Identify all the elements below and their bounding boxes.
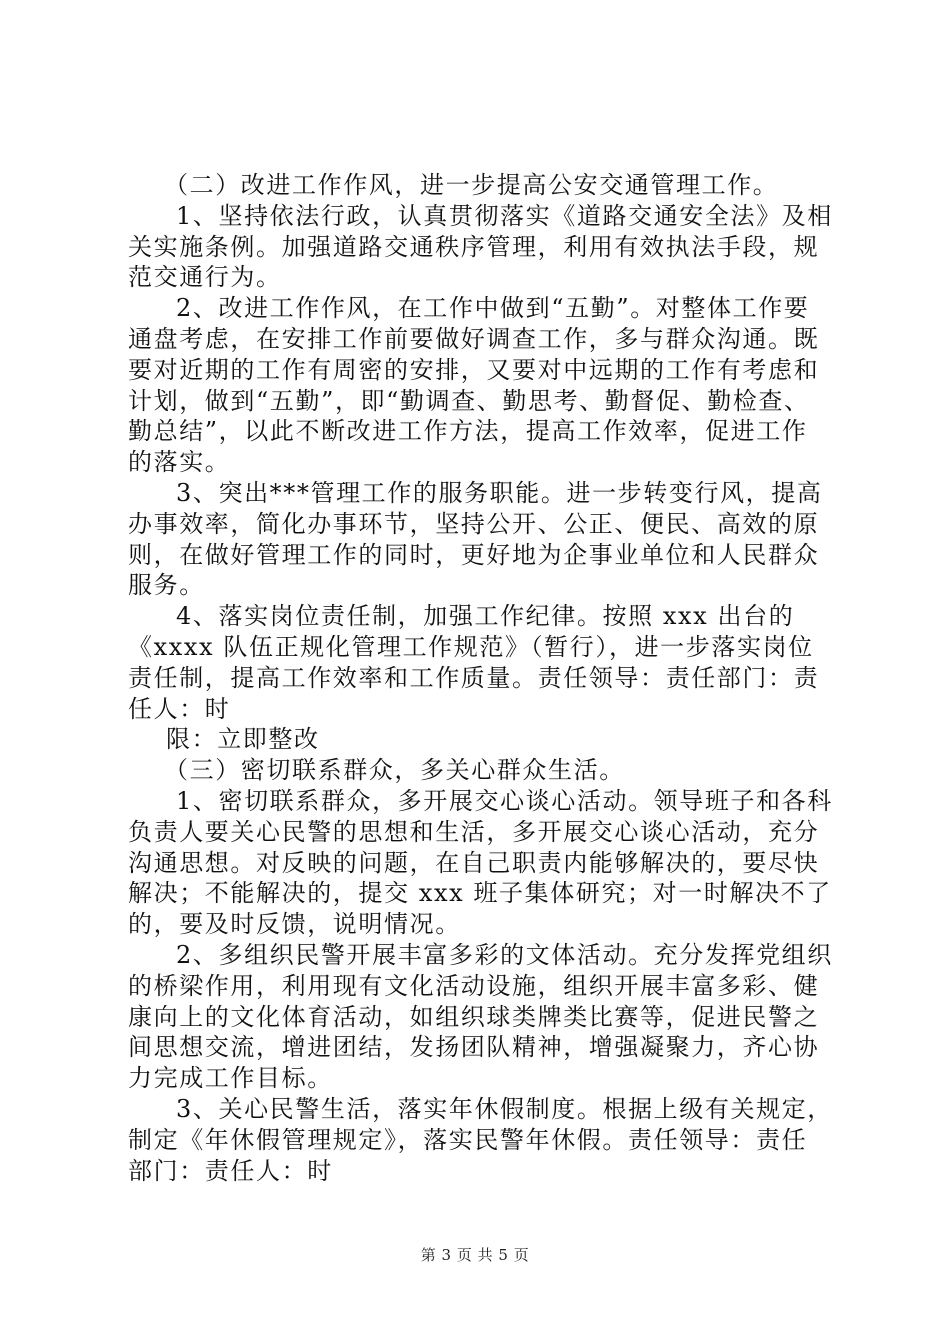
paragraph-line: 要对近期的工作有周密的安排，又要对中远期的工作有考虑和: [128, 355, 820, 384]
paragraph-line: 4、落实岗位责任制，加强工作纪律。按照 xxx 出台的: [176, 602, 795, 631]
paragraph-line: 制定《年休假管理规定》，落实民警年休假。责任领导：责任: [128, 1125, 808, 1154]
paragraph-line: 3、关心民警生活，落实年休假制度。根据上级有关规定，: [176, 1094, 833, 1123]
section-heading: （三）密切联系群众，多关心群众生活。: [164, 756, 625, 785]
paragraph-line: 间思想交流，增进团结，发扬团队精神，增强凝聚力，齐心协: [128, 1033, 820, 1062]
paragraph-line: 关实施条例。加强道路交通秩序管理，利用有效执法手段，规: [128, 232, 820, 261]
paragraph-line: 任人：时: [128, 694, 231, 723]
paragraph-line: 1、密切联系群众，多开展交心谈心活动。领导班子和各科: [176, 786, 833, 815]
paragraph-line: 负责人要关心民警的思想和生活，多开展交心谈心活动，充分: [128, 817, 820, 846]
document-body: [128, 170, 848, 1186]
paragraph-line: 的桥梁作用，利用现有文化活动设施，组织开展丰富多彩、健: [128, 971, 820, 1000]
paragraph-line: 部门：责任人：时: [128, 1156, 333, 1185]
paragraph-line: 计划，做到“五勤”，即“勤调查、勤思考、勤督促、勤检查、: [128, 386, 810, 415]
page-footer: [0, 1244, 950, 1265]
paragraph-line: 的落实。: [128, 448, 231, 477]
paragraph-line: 的，要及时反馈，说明情况。: [128, 910, 461, 939]
paragraph-line: 则，在做好管理工作的同时，更好地为企事业单位和人民群众: [128, 540, 820, 569]
paragraph-line: 范交通行为。: [128, 263, 282, 292]
paragraph-line: 3、突出***管理工作的服务职能。进一步转变行风，提高: [176, 478, 823, 507]
paragraph-line: 解决；不能解决的，提交 xxx 班子集体研究；对一时解决不了: [128, 879, 832, 908]
paragraph-line: 康向上的文化体育活动，如组织球类牌类比赛等，促进民警之: [128, 1002, 820, 1031]
paragraph-line: 2、多组织民警开展丰富多彩的文体活动。充分发挥党组织: [176, 940, 833, 969]
paragraph-line: 沟通思想。对反映的问题，在自己职责内能够解决的，要尽快: [128, 848, 820, 877]
paragraph-line: 限：立即整改: [166, 725, 320, 754]
paragraph-line: 服务。: [128, 571, 205, 600]
paragraph-line: 通盘考虑，在安排工作前要做好调查工作，多与群众沟通。既: [128, 324, 820, 353]
page-number: 第 3 页 共 5 页: [420, 1246, 530, 1264]
paragraph-line: 责任制，提高工作效率和工作质量。责任领导：责任部门：责: [128, 663, 820, 692]
paragraph-line: 勤总结”，以此不断改进工作方法，提高工作效率，促进工作: [128, 417, 808, 446]
paragraph-line: 力完成工作目标。: [128, 1064, 333, 1093]
paragraph-line: 1、坚持依法行政，认真贯彻落实《道路交通安全法》及相: [176, 201, 833, 230]
section-heading: （二）改进工作作风，进一步提高公安交通管理工作。: [164, 171, 779, 199]
paragraph-line: 办事效率，简化办事环节，坚持公开、公正、便民、高效的原: [128, 509, 820, 538]
paragraph-line: 2、改进工作作风，在工作中做到“五勤”。对整体工作要: [176, 294, 810, 323]
paragraph-line: 《xxxx 队伍正规化管理工作规范》（暂行），进一步落实岗位: [128, 632, 814, 661]
